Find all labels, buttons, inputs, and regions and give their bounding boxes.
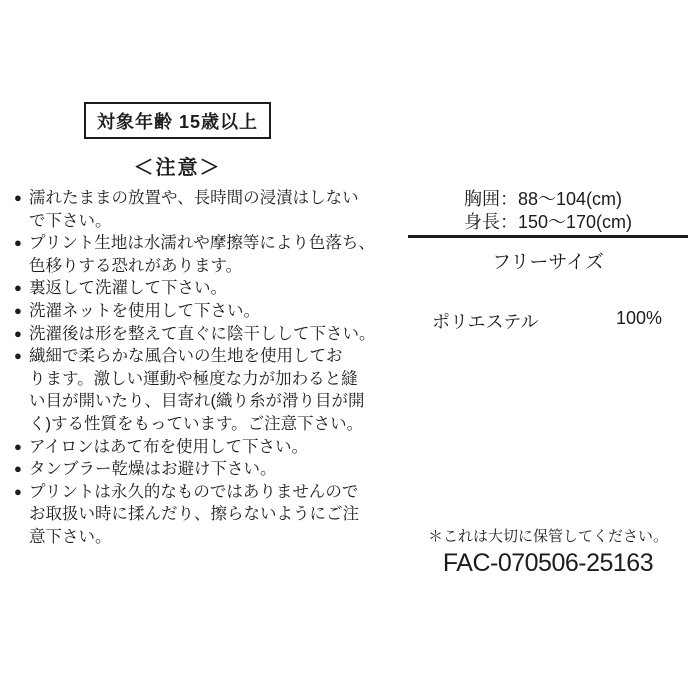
care-instruction-line bbox=[14, 277, 386, 300]
free-size-label: フリーサイズ bbox=[492, 252, 604, 273]
chest-size: 胸囲：88～104(cm) bbox=[463, 189, 623, 209]
care-instruction-text: プリント生地は水濡れや摩擦等により色落ち、 bbox=[29, 234, 375, 253]
care-instruction-text: 濡れたままの放置や、長時間の浸漬はしない bbox=[29, 189, 359, 207]
bullet-marker bbox=[14, 503, 29, 526]
care-instruction-line bbox=[14, 436, 386, 459]
care-instruction-line bbox=[14, 323, 386, 346]
bullet-marker: ● bbox=[14, 235, 22, 251]
size-block bbox=[408, 188, 688, 234]
care-instruction-line bbox=[14, 458, 386, 481]
care-instruction-line bbox=[14, 300, 386, 323]
bullet-marker: ● bbox=[14, 302, 22, 318]
care-instruction-line bbox=[14, 232, 386, 255]
age-restriction-box bbox=[84, 102, 271, 139]
caution-heading: ＜注意＞ bbox=[133, 157, 222, 179]
bullet-marker bbox=[14, 210, 29, 233]
care-instruction-line bbox=[14, 345, 386, 368]
care-instruction-text: 洗濯後は形を整えて直ぐに陰干しして下さい。 bbox=[29, 324, 376, 343]
bullet-marker: ● bbox=[14, 325, 22, 341]
care-instruction-line bbox=[14, 368, 386, 391]
material-name: ポリエステル bbox=[432, 312, 539, 332]
divider-line bbox=[408, 235, 688, 238]
bullet-marker: ● bbox=[14, 483, 22, 499]
care-instruction-line bbox=[14, 390, 386, 413]
care-instruction-text: い目が開いたり、目寄れ(織り糸が滑り目が開 bbox=[29, 392, 365, 411]
care-instruction-line bbox=[14, 481, 386, 504]
age-restriction-label: 対象年齢 15歳以上 bbox=[96, 111, 259, 132]
care-instruction-text: お取扱い時に揉んだり、擦らないようにご注 bbox=[29, 505, 359, 524]
height-size: 身長：150～170(cm) bbox=[463, 212, 633, 232]
bullet-marker bbox=[14, 413, 29, 436]
product-code: FAC-070506-25163 bbox=[442, 549, 654, 577]
care-instruction-text: 洗濯ネットを使用して下さい。 bbox=[29, 301, 260, 320]
care-instruction-line bbox=[14, 503, 386, 526]
bullet-marker bbox=[14, 526, 29, 549]
care-instruction-line bbox=[14, 526, 386, 549]
care-instruction-line bbox=[14, 187, 386, 210]
bullet-marker bbox=[14, 390, 29, 413]
care-instruction-text: プリントは永久的なものではありませんので bbox=[29, 482, 359, 501]
bullet-marker: ● bbox=[14, 461, 22, 477]
care-instruction-text: く)する性質をもっています。ご注意下さい。 bbox=[29, 414, 364, 433]
care-instructions-list bbox=[14, 187, 386, 549]
care-instruction-line bbox=[14, 413, 386, 436]
bullet-marker: ● bbox=[14, 280, 22, 296]
bullet-marker: ● bbox=[14, 438, 22, 454]
care-instruction-line bbox=[14, 255, 386, 278]
size-measurements bbox=[464, 188, 632, 234]
care-instruction-text: で下さい。 bbox=[29, 211, 112, 230]
care-instruction-text: 色移りする恐れがあります。 bbox=[29, 256, 243, 275]
care-instruction-text: アイロンはあて布を使用して下さい。 bbox=[29, 437, 309, 456]
care-instruction-text: 意下さい。 bbox=[29, 527, 112, 546]
bullet-marker: ● bbox=[14, 348, 22, 364]
keep-note: ＊これは大切に保管してください。 bbox=[427, 528, 668, 545]
care-instruction-text: タンブラー乾燥はお避け下さい。 bbox=[29, 460, 277, 479]
bullet-marker: ● bbox=[14, 190, 22, 205]
care-instruction-text: 繊細で柔らかな風合いの生地を使用してお bbox=[29, 347, 343, 366]
care-instruction-text: 裏返して洗濯して下さい。 bbox=[29, 279, 227, 298]
care-instruction-line bbox=[14, 210, 386, 233]
material-row bbox=[408, 308, 688, 334]
care-instruction-text: ります。激しい運動や極度な力が加わると縫 bbox=[29, 369, 358, 388]
material-percent: 100% bbox=[615, 308, 662, 328]
bullet-marker bbox=[14, 255, 29, 278]
bullet-marker bbox=[14, 368, 29, 391]
